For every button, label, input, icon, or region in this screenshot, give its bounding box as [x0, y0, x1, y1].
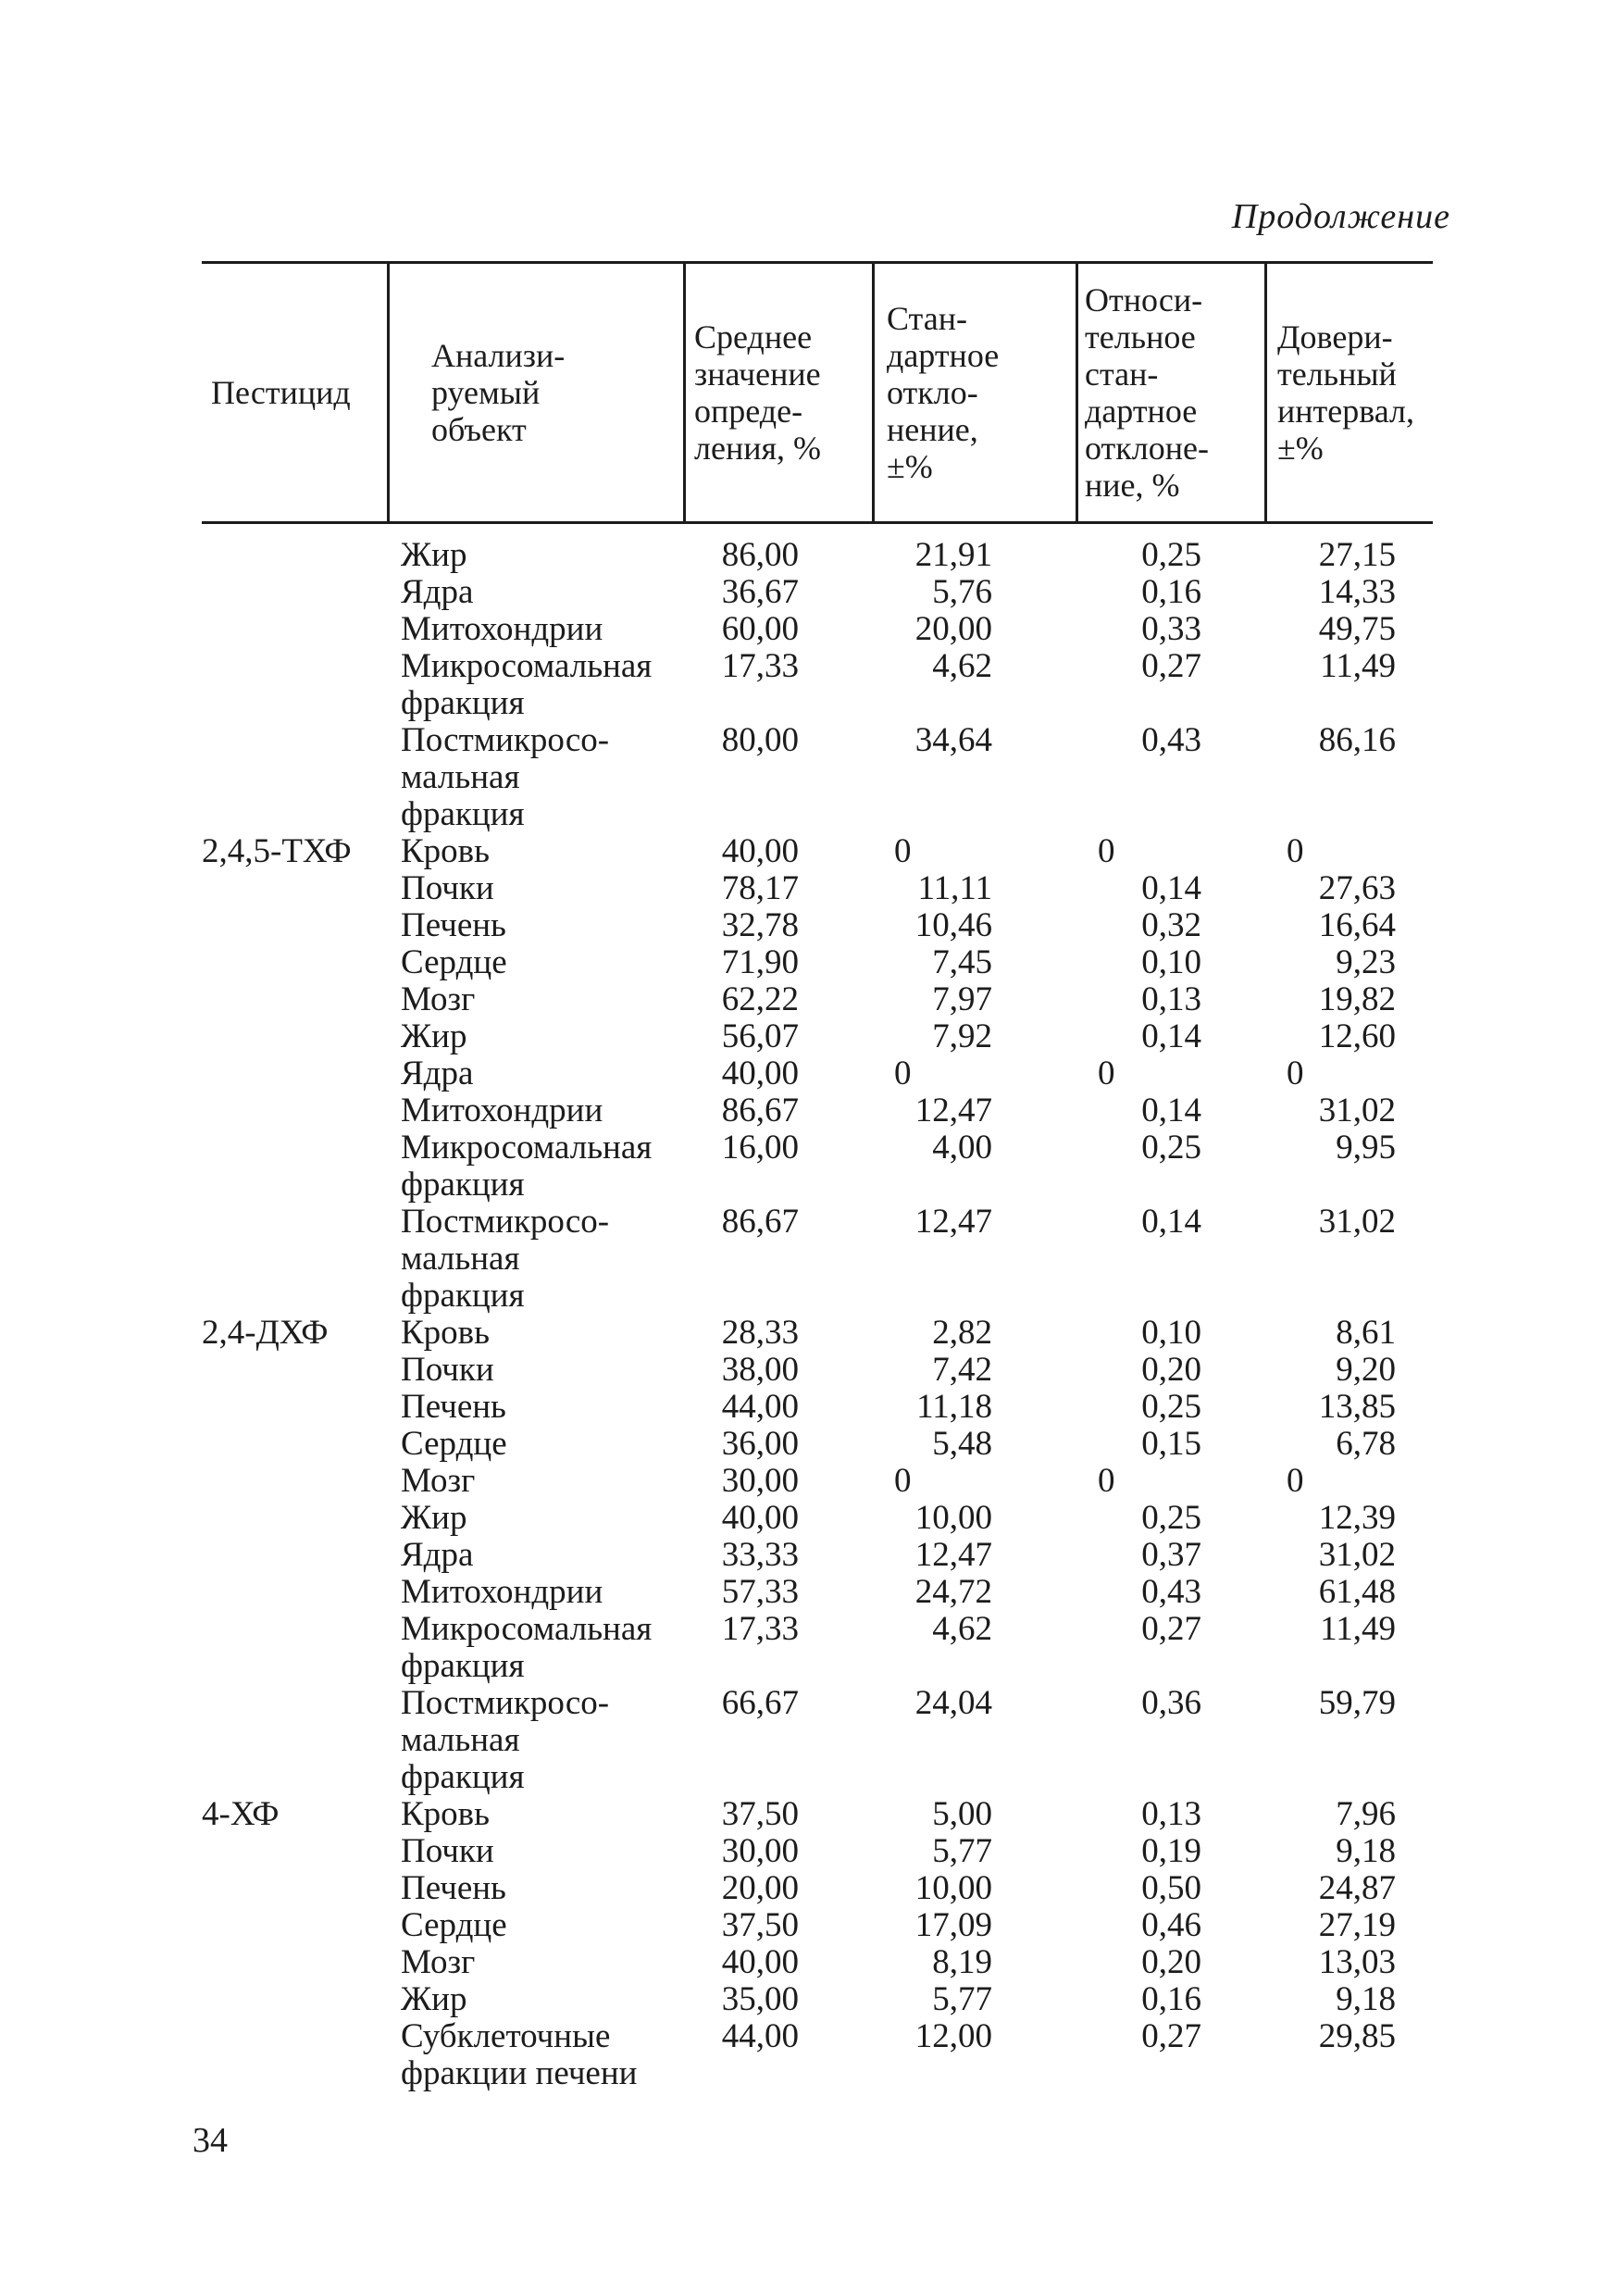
std-cell: 2,82 — [932, 1314, 992, 1352]
conf-cell: 59,79 — [1318, 1684, 1396, 1722]
std-cell: 34,64 — [914, 721, 992, 759]
conf-cell: 86,16 — [1318, 721, 1396, 759]
mean-cell: 37,50 — [721, 1906, 799, 1944]
mean-cell: 33,33 — [721, 1536, 799, 1574]
std-cell: 7,92 — [932, 1017, 992, 1055]
continuation-label: Продолжение — [1231, 197, 1450, 236]
conf-cell: 0 — [1287, 1462, 1304, 1500]
rel-std-cell: 0,27 — [1141, 647, 1201, 685]
table-row — [202, 944, 1433, 981]
std-cell: 8,19 — [932, 1943, 992, 1981]
mean-cell: 32,78 — [721, 906, 799, 944]
table-row — [202, 1055, 1433, 1092]
table-row — [202, 1870, 1433, 1907]
header-divider — [683, 264, 686, 521]
object-cell: Почки — [401, 1351, 494, 1389]
table-header — [202, 261, 1433, 524]
conf-cell: 24,87 — [1318, 1869, 1396, 1907]
rel-std-cell: 0,32 — [1141, 906, 1201, 944]
header-mean: Среднее значение опреде- ления, % — [694, 318, 822, 467]
table-row — [202, 1907, 1433, 1944]
std-cell: 12,47 — [914, 1536, 992, 1574]
object-cell: Митохондрии — [401, 1573, 603, 1611]
std-cell: 21,91 — [914, 536, 992, 574]
object-cell: Сердце — [401, 1425, 507, 1463]
rel-std-cell: 0,14 — [1141, 1092, 1201, 1129]
conf-cell: 31,02 — [1318, 1203, 1396, 1241]
rel-std-cell: 0,25 — [1141, 1388, 1201, 1426]
object-cell: Печень — [401, 1388, 506, 1426]
table-row — [202, 1352, 1433, 1389]
conf-cell: 27,63 — [1318, 869, 1396, 907]
table-row — [202, 1500, 1433, 1537]
table-row — [202, 1204, 1433, 1315]
conf-cell: 12,39 — [1318, 1499, 1396, 1537]
conf-cell: 8,61 — [1336, 1314, 1396, 1352]
table-row — [202, 981, 1433, 1018]
object-cell: Жир — [401, 1980, 467, 2018]
pesticide-cell: 2,4,5-ТХФ — [202, 832, 352, 870]
object-cell: Жир — [401, 1017, 467, 1055]
rel-std-cell: 0,10 — [1141, 1314, 1201, 1352]
mean-cell: 44,00 — [721, 2017, 799, 2055]
table-row — [202, 2018, 1433, 2092]
table-row — [202, 1426, 1433, 1463]
object-cell: Микросомальная фракция — [401, 1129, 653, 1204]
object-cell: Постмикросо- мальная фракция — [401, 1684, 610, 1796]
table-row — [202, 1092, 1433, 1129]
std-cell: 12,00 — [914, 2017, 992, 2055]
mean-cell: 40,00 — [721, 1054, 799, 1092]
mean-cell: 56,07 — [721, 1017, 799, 1055]
rel-std-cell: 0,27 — [1141, 1610, 1201, 1648]
mean-cell: 80,00 — [721, 721, 799, 759]
std-cell: 10,46 — [914, 906, 992, 944]
mean-cell: 86,67 — [721, 1092, 799, 1129]
rel-std-cell: 0,43 — [1141, 721, 1201, 759]
rel-std-cell: 0 — [1098, 1462, 1115, 1500]
table-row — [202, 870, 1433, 907]
object-cell: Жир — [401, 1499, 467, 1537]
rel-std-cell: 0,43 — [1141, 1573, 1201, 1611]
conf-cell: 9,18 — [1336, 1980, 1396, 2018]
conf-cell: 11,49 — [1320, 647, 1396, 685]
mean-cell: 17,33 — [721, 1610, 799, 1648]
object-cell: Микросомальная фракция — [401, 1610, 653, 1685]
rel-std-cell: 0,14 — [1141, 869, 1201, 907]
conf-cell: 0 — [1287, 832, 1304, 870]
table-row — [202, 1796, 1433, 1833]
object-cell: Мозг — [401, 1943, 476, 1981]
results-table — [202, 261, 1433, 2092]
page-number: 34 — [193, 2121, 228, 2160]
rel-std-cell: 0,14 — [1141, 1203, 1201, 1241]
mean-cell: 20,00 — [721, 1869, 799, 1907]
mean-cell: 44,00 — [721, 1388, 799, 1426]
std-cell: 5,00 — [932, 1795, 992, 1833]
object-cell: Почки — [401, 869, 494, 907]
conf-cell: 31,02 — [1318, 1092, 1396, 1129]
std-cell: 5,76 — [932, 573, 992, 611]
mean-cell: 17,33 — [721, 647, 799, 685]
mean-cell: 38,00 — [721, 1351, 799, 1389]
std-cell: 7,42 — [932, 1351, 992, 1389]
std-cell: 24,04 — [914, 1684, 992, 1722]
table-body — [202, 537, 1433, 2092]
rel-std-cell: 0,25 — [1141, 1129, 1201, 1167]
table-row — [202, 1315, 1433, 1352]
mean-cell: 16,00 — [721, 1129, 799, 1167]
mean-cell: 28,33 — [721, 1314, 799, 1352]
conf-cell: 61,48 — [1318, 1573, 1396, 1611]
table-row — [202, 611, 1433, 648]
table-row — [202, 1389, 1433, 1426]
object-cell: Ядра — [401, 1536, 474, 1574]
mean-cell: 40,00 — [721, 832, 799, 870]
object-cell: Жир — [401, 536, 467, 574]
rel-std-cell: 0,13 — [1141, 1795, 1201, 1833]
rel-std-cell: 0 — [1098, 832, 1115, 870]
rel-std-cell: 0,27 — [1141, 2017, 1201, 2055]
object-cell: Постмикросо- мальная фракция — [401, 721, 610, 833]
conf-cell: 9,18 — [1336, 1832, 1396, 1870]
object-cell: Ядра — [401, 573, 474, 611]
table-row — [202, 1944, 1433, 1981]
std-cell: 7,45 — [932, 943, 992, 981]
table-row — [202, 537, 1433, 574]
mean-cell: 86,00 — [721, 536, 799, 574]
conf-cell: 49,75 — [1318, 610, 1396, 648]
mean-cell: 36,00 — [721, 1425, 799, 1463]
table-row — [202, 833, 1433, 870]
table-row — [202, 1018, 1433, 1055]
object-cell: Мозг — [401, 980, 476, 1018]
conf-cell: 27,15 — [1318, 536, 1396, 574]
object-cell: Митохондрии — [401, 610, 603, 648]
std-cell: 0 — [894, 1054, 912, 1092]
object-cell: Постмикросо- мальная фракция — [401, 1203, 610, 1315]
std-cell: 11,18 — [916, 1388, 992, 1426]
mean-cell: 36,67 — [721, 573, 799, 611]
std-cell: 0 — [894, 1462, 912, 1500]
conf-cell: 16,64 — [1318, 906, 1396, 944]
mean-cell: 71,90 — [721, 943, 799, 981]
rel-std-cell: 0,37 — [1141, 1536, 1201, 1574]
conf-cell: 9,20 — [1336, 1351, 1396, 1389]
mean-cell: 40,00 — [721, 1943, 799, 1981]
rel-std-cell: 0,25 — [1141, 1499, 1201, 1537]
table-row — [202, 574, 1433, 611]
header-divider — [872, 264, 875, 521]
header-divider — [1076, 264, 1078, 521]
conf-cell: 9,95 — [1336, 1129, 1396, 1167]
mean-cell: 62,22 — [721, 980, 799, 1018]
object-cell: Кровь — [401, 1314, 491, 1352]
header-std: Стан- дартное откло- нение, ±% — [887, 300, 1000, 485]
table-row — [202, 1537, 1433, 1574]
table-row — [202, 1463, 1433, 1500]
table-row — [202, 907, 1433, 944]
object-cell: Сердце — [401, 943, 507, 981]
rel-std-cell: 0,20 — [1141, 1351, 1201, 1389]
header-divider — [1264, 264, 1267, 521]
conf-cell: 19,82 — [1318, 980, 1396, 1018]
header-divider — [387, 264, 390, 521]
object-cell: Микросомальная фракция — [401, 647, 653, 722]
rel-std-cell: 0,33 — [1141, 610, 1201, 648]
std-cell: 20,00 — [914, 610, 992, 648]
rel-std-cell: 0,20 — [1141, 1943, 1201, 1981]
conf-cell: 7,96 — [1336, 1795, 1396, 1833]
header-rel-std: Относи- тельное стан- дартное отклоне- ние, % — [1085, 281, 1209, 504]
object-cell: Почки — [401, 1832, 494, 1870]
std-cell: 11,11 — [917, 869, 992, 907]
header-conf: Довери- тельный интервал, ±% — [1277, 318, 1415, 467]
conf-cell: 6,78 — [1336, 1425, 1396, 1463]
object-cell: Субклеточные фракции печени — [401, 2017, 638, 2092]
mean-cell: 30,00 — [721, 1462, 799, 1500]
std-cell: 12,47 — [914, 1203, 992, 1241]
rel-std-cell: 0,46 — [1141, 1906, 1201, 1944]
rel-std-cell: 0,10 — [1141, 943, 1201, 981]
pesticide-cell: 2,4-ДХФ — [202, 1314, 329, 1352]
rel-std-cell: 0,16 — [1141, 1980, 1201, 2018]
std-cell: 0 — [894, 832, 912, 870]
std-cell: 7,97 — [932, 980, 992, 1018]
conf-cell: 13,03 — [1318, 1943, 1396, 1981]
mean-cell: 78,17 — [721, 869, 799, 907]
rel-std-cell: 0,19 — [1141, 1832, 1201, 1870]
table-row — [202, 648, 1433, 722]
header-object: Анализи- руемый объект — [431, 337, 566, 448]
table-row — [202, 1685, 1433, 1796]
rel-std-cell: 0,15 — [1141, 1425, 1201, 1463]
object-cell: Кровь — [401, 832, 491, 870]
table-row — [202, 1833, 1433, 1870]
rel-std-cell: 0,50 — [1141, 1869, 1201, 1907]
mean-cell: 30,00 — [721, 1832, 799, 1870]
std-cell: 24,72 — [914, 1573, 992, 1611]
object-cell: Митохондрии — [401, 1092, 603, 1129]
rel-std-cell: 0,13 — [1141, 980, 1201, 1018]
rel-std-cell: 0,36 — [1141, 1684, 1201, 1722]
rel-std-cell: 0,16 — [1141, 573, 1201, 611]
std-cell: 10,00 — [914, 1499, 992, 1537]
std-cell: 5,77 — [932, 1980, 992, 2018]
mean-cell: 86,67 — [721, 1203, 799, 1241]
object-cell: Сердце — [401, 1906, 507, 1944]
std-cell: 10,00 — [914, 1869, 992, 1907]
conf-cell: 9,23 — [1336, 943, 1396, 981]
std-cell: 5,77 — [932, 1832, 992, 1870]
conf-cell: 0 — [1287, 1054, 1304, 1092]
mean-cell: 66,67 — [721, 1684, 799, 1722]
std-cell: 5,48 — [932, 1425, 992, 1463]
mean-cell: 60,00 — [721, 610, 799, 648]
mean-cell: 35,00 — [721, 1980, 799, 2018]
conf-cell: 12,60 — [1318, 1017, 1396, 1055]
std-cell: 4,62 — [932, 647, 992, 685]
conf-cell: 29,85 — [1318, 2017, 1396, 2055]
rel-std-cell: 0,14 — [1141, 1017, 1201, 1055]
conf-cell: 11,49 — [1320, 1610, 1396, 1648]
object-cell: Кровь — [401, 1795, 491, 1833]
mean-cell: 37,50 — [721, 1795, 799, 1833]
rel-std-cell: 0,25 — [1141, 536, 1201, 574]
object-cell: Печень — [401, 906, 506, 944]
std-cell: 4,62 — [932, 1610, 992, 1648]
table-row — [202, 1611, 1433, 1685]
std-cell: 4,00 — [932, 1129, 992, 1167]
conf-cell: 27,19 — [1318, 1906, 1396, 1944]
std-cell: 17,09 — [914, 1906, 992, 1944]
table-row — [202, 722, 1433, 833]
mean-cell: 40,00 — [721, 1499, 799, 1537]
conf-cell: 31,02 — [1318, 1536, 1396, 1574]
pesticide-cell: 4-ХФ — [202, 1795, 280, 1833]
conf-cell: 13,85 — [1318, 1388, 1396, 1426]
conf-cell: 14,33 — [1318, 573, 1396, 611]
object-cell: Печень — [401, 1869, 506, 1907]
rel-std-cell: 0 — [1098, 1054, 1115, 1092]
std-cell: 12,47 — [914, 1092, 992, 1129]
object-cell: Ядра — [401, 1054, 474, 1092]
table-row — [202, 1129, 1433, 1204]
table-row — [202, 1574, 1433, 1611]
header-pesticide: Пестицид — [211, 374, 351, 411]
object-cell: Мозг — [401, 1462, 476, 1500]
mean-cell: 57,33 — [721, 1573, 799, 1611]
table-row — [202, 1981, 1433, 2018]
